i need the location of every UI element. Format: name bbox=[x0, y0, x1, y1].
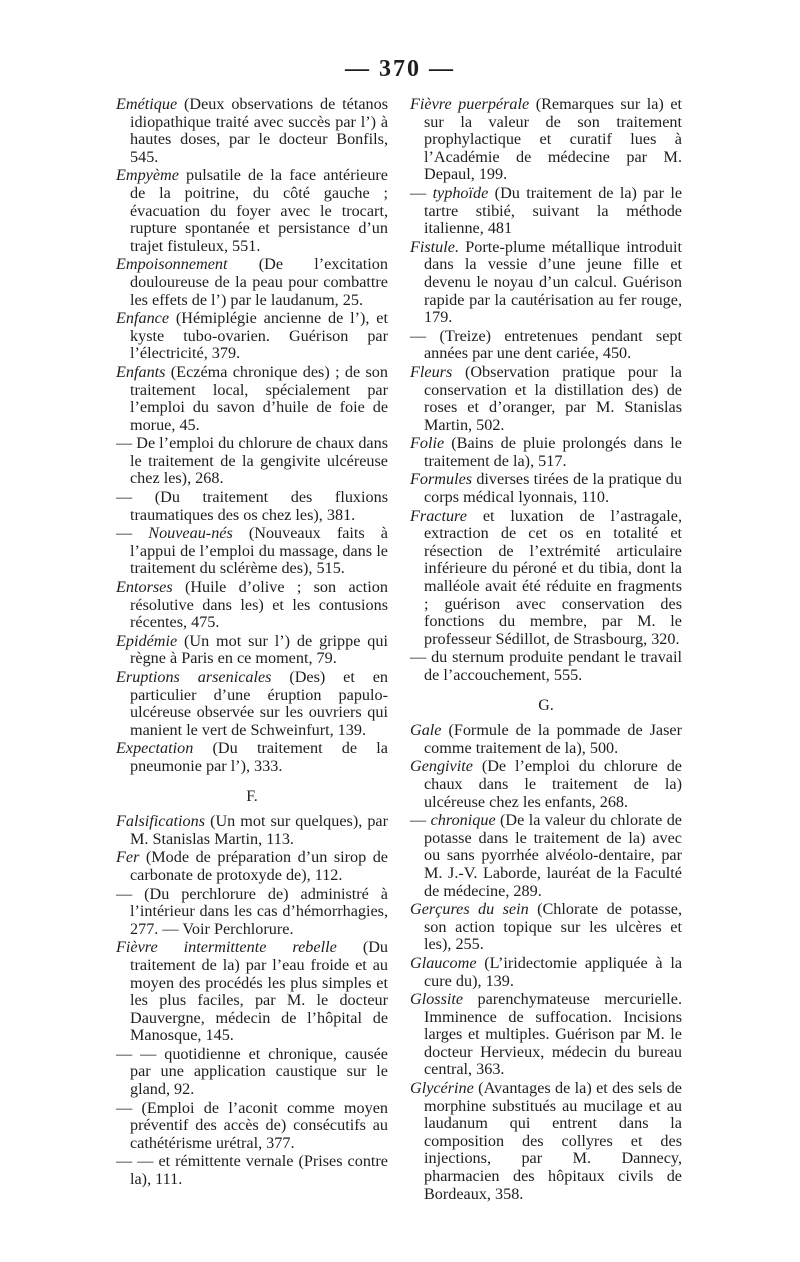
index-entry bbox=[410, 722, 682, 757]
entry-heading: Fièvre puerpérale bbox=[410, 95, 530, 113]
entry-text: (Un mot sur quelques), par M. Stanislas Martin, 113. bbox=[130, 812, 388, 848]
index-entry bbox=[410, 364, 682, 434]
entry-heading: Gerçures du sein bbox=[410, 900, 529, 919]
entry-heading: typhoïde bbox=[432, 183, 489, 202]
entry-dash: — bbox=[410, 326, 440, 345]
entry-heading: Fistule. bbox=[410, 237, 460, 256]
section-letter: F. bbox=[246, 787, 258, 805]
entry-heading: Epidémie bbox=[116, 631, 178, 650]
entry-text: (Formule de la pommade de Jaser comme traitement de la), 500. bbox=[424, 721, 682, 757]
index-entry bbox=[410, 239, 682, 327]
entry-text: (L’iridectomie appliquée à la cure du), 139. bbox=[424, 953, 682, 990]
entry-text: (Eczéma chronique des) ; de son traitement local, spécialement par l’emploi du savon d’huile de foie de morue, 45. bbox=[130, 362, 388, 434]
entry-text: (Remarques sur la) et sur la valeur de son traitement prophylactique et curatif lues à l’Académie de médecine par M. Depaul, 199. bbox=[424, 95, 682, 184]
entry-heading: Gengivite bbox=[410, 757, 473, 776]
entry-heading: Empyème bbox=[116, 166, 179, 185]
entry-text: quotidienne et chronique, causée par une application caustique sur le gland, 92. bbox=[130, 1044, 388, 1099]
index-entry bbox=[116, 1046, 388, 1099]
index-entry bbox=[116, 167, 388, 255]
entry-text: (Hémiplégie ancienne de l’), et kyste tubo-ovarien. Guérison par l’électricité, 379. bbox=[130, 309, 388, 363]
index-entry bbox=[116, 740, 388, 775]
index-entry bbox=[116, 1153, 388, 1188]
entry-text: De l’emploi du chlorure de chaux dans le traitement de la gengivite ulcéreuse chez les), 268. bbox=[130, 434, 388, 488]
entry-dash: — bbox=[410, 183, 433, 202]
index-entry bbox=[116, 813, 388, 848]
entry-heading: Folie bbox=[410, 434, 445, 453]
index-entry bbox=[410, 991, 682, 1079]
page-number: — 370 — bbox=[345, 56, 455, 82]
entry-text: (Chlorate de potasse, son action topique sur les ulcères et les), 255. bbox=[424, 900, 683, 954]
entry-heading: Emétique bbox=[116, 95, 178, 113]
index-entry bbox=[116, 489, 388, 524]
entry-heading: Fleurs bbox=[410, 362, 453, 381]
index-entry bbox=[116, 633, 388, 668]
entry-text: (Mode de préparation d’un sirop de carbonate de protoxyde de), 112. bbox=[130, 848, 388, 884]
entry-text: Porte-plume métallique introduit dans la vessie d’une jeune fille et devenu le noyau d’un calcul. Guérison rapide par la cautérisation au fer rouge, 179. bbox=[424, 237, 682, 327]
index-entry bbox=[116, 525, 388, 578]
index-entry bbox=[410, 812, 682, 900]
entry-text: (Un mot sur l’) de grippe qui règne à Paris en ce moment, 79. bbox=[130, 631, 388, 668]
entry-heading: Glaucome bbox=[410, 953, 477, 972]
entry-text: parenchymateuse mercurielle. Imminence de suffocation. Incisions larges et multiples. Guérison par M. le docteur Hervieux, médecin du bureau central, 363. bbox=[424, 990, 682, 1079]
entry-text: (Du traitement de la) par le tartre stibié, suivant la méthode italienne, 481 bbox=[424, 183, 683, 238]
entry-text: (Observation pratique pour la conservation et la distillation des) de roses et d’oranger, par M. Stanislas Martin, 502. bbox=[424, 362, 682, 434]
entry-dash: — — bbox=[116, 1044, 165, 1063]
entry-text: pulsatile de la face antérieure de la poitrine, du côté gauche ; évacuation du foyer avec le trocart, rupture spontanée et persistance d’un trajet fistuleux, 551. bbox=[130, 166, 388, 255]
index-entry bbox=[116, 886, 388, 939]
index-entry bbox=[116, 256, 388, 309]
index-entry bbox=[116, 579, 388, 632]
entry-text: diverses tirées de la pratique du corps médical lyonnais, 110. bbox=[424, 470, 682, 507]
entry-heading: Gale bbox=[410, 721, 442, 740]
index-entry bbox=[116, 435, 388, 488]
entry-heading: Enfance bbox=[116, 309, 170, 328]
index-entry bbox=[410, 185, 682, 238]
entry-heading: Fer bbox=[116, 848, 140, 867]
index-entry bbox=[410, 758, 682, 811]
index-entry bbox=[410, 328, 682, 363]
entry-text: (Deux observations de tétanos idiopathique traité avec succès par l’) à hautes doses, par le docteur Bonfils, 545. bbox=[130, 95, 388, 166]
entry-text: (Nouveaux faits à l’appui de l’emploi du massage, dans le traitement du sclérème des), 515. bbox=[130, 524, 388, 578]
entry-dash: — bbox=[116, 434, 137, 453]
entry-dash: — bbox=[116, 1098, 142, 1117]
index-entry bbox=[410, 649, 682, 684]
index-entry bbox=[410, 96, 682, 184]
entry-text: (Treize) entretenues pendant sept années par une dent cariée, 450. bbox=[424, 326, 682, 363]
index-entry bbox=[116, 939, 388, 1045]
entry-text: (De l’excitation douloureuse de la peau pour combattre les effets de l’) par le laudanum, 25. bbox=[130, 255, 388, 309]
entry-dash: — bbox=[116, 524, 149, 543]
entry-dash: — bbox=[410, 811, 431, 830]
entry-heading: Empoisonnement bbox=[116, 255, 228, 274]
entry-text: (Bains de pluie prolongés dans le traitement de la), 517. bbox=[424, 434, 682, 470]
entry-heading: Formules bbox=[410, 470, 473, 489]
index-entry bbox=[410, 508, 682, 649]
index-entry bbox=[410, 435, 682, 470]
index-entry bbox=[410, 955, 682, 990]
index-entry bbox=[116, 669, 388, 739]
entry-heading: Falsifications bbox=[116, 812, 206, 831]
index-entry bbox=[410, 1080, 682, 1203]
entry-heading: chronique bbox=[430, 811, 496, 830]
entry-text: (Du traitement des fluxions traumatiques des os chez les), 381. bbox=[130, 488, 388, 524]
entry-heading: Eruptions arsenicales bbox=[116, 668, 272, 686]
entry-dash: — — bbox=[116, 1152, 159, 1171]
index-entry bbox=[410, 471, 682, 506]
index-entry bbox=[116, 849, 388, 884]
entry-heading: Enfants bbox=[116, 362, 166, 381]
entry-heading: Glossite bbox=[410, 990, 464, 1009]
index-entry bbox=[116, 1100, 388, 1153]
index-entry bbox=[116, 96, 388, 166]
entry-text: (Du traitement de la pneumonie par l’), 333. bbox=[130, 739, 388, 775]
section-letter: G. bbox=[538, 696, 554, 714]
index-column-right bbox=[410, 96, 682, 1204]
index-entry bbox=[116, 310, 388, 363]
entry-text: et luxation de l’astragale, extraction de cet os en totalité et résection de l’extrémité articulaire inférieure du péroné et du tibia, dont la malléole avait été réduite en fragments ; guérison avec conservation des fonctions du membre, par M. le professeur Sédillot, de Strasbourg, 320. bbox=[424, 506, 682, 648]
entry-heading: Nouveau-nés bbox=[148, 524, 233, 543]
entry-heading: Fièvre intermittente rebelle bbox=[116, 938, 337, 957]
entry-text: (Des) et en particulier d’une éruption papulo-ulcéreuse observée sur les ouvriers qui manient le vert de Schweinfurt, 139. bbox=[130, 668, 388, 739]
entry-dash: — bbox=[116, 488, 155, 507]
entry-heading: Entorses bbox=[116, 578, 173, 597]
entry-dash: — bbox=[410, 648, 432, 667]
entry-heading: Expectation bbox=[116, 739, 194, 758]
entry-text: (Huile d’olive ; son action résolutive dans les) et les contusions récentes, 475. bbox=[130, 578, 388, 632]
index-entry bbox=[116, 364, 388, 434]
entry-heading: Glycérine bbox=[410, 1079, 474, 1098]
index-entry bbox=[410, 901, 682, 954]
entry-text: (De l’emploi du chlorure de chaux dans le traitement de la) ulcéreuse chez les enfants, 268. bbox=[424, 757, 682, 811]
entry-dash: — bbox=[116, 884, 145, 903]
entry-text: (Du perchlorure de) administré à l’intérieur dans les cas d’hémorrhagies, 277. — Voir Perchlorure. bbox=[130, 884, 388, 938]
index-column-left bbox=[116, 96, 388, 1190]
entry-text: (De la valeur du chlorate de potasse dans le traitement de la) avec ou sans pyorrhée alvéolo-dentaire, par M. J.-V. Laborde, lauréat de la Faculté de médecine, 289. bbox=[424, 811, 682, 900]
entry-text: du sternum produite pendant le travail de l’accouchement, 555. bbox=[424, 648, 682, 684]
entry-text: (Avantages de la) et des sels de morphine substitués au mucilage et au laudanum qui entrent dans la composition des collyres et des injections, par M. Dannecy, pharmacien des hôpitaux civils de Bordeaux, 358. bbox=[424, 1079, 682, 1203]
entry-heading: Fracture bbox=[410, 506, 467, 525]
entry-text: (Du traitement de la) par l’eau froide et au moyen des procédés les plus simples et les plus faciles, par M. le docteur Dauvergne, médecin de l’hôpital de Manosque, 145. bbox=[130, 938, 388, 1045]
entry-text: (Emploi de l’aconit comme moyen préventif des accès de) consécutifs au cathétérisme urétral, 377. bbox=[130, 1098, 388, 1152]
entry-text: et rémittente vernale (Prises contre la), 111. bbox=[130, 1152, 388, 1189]
